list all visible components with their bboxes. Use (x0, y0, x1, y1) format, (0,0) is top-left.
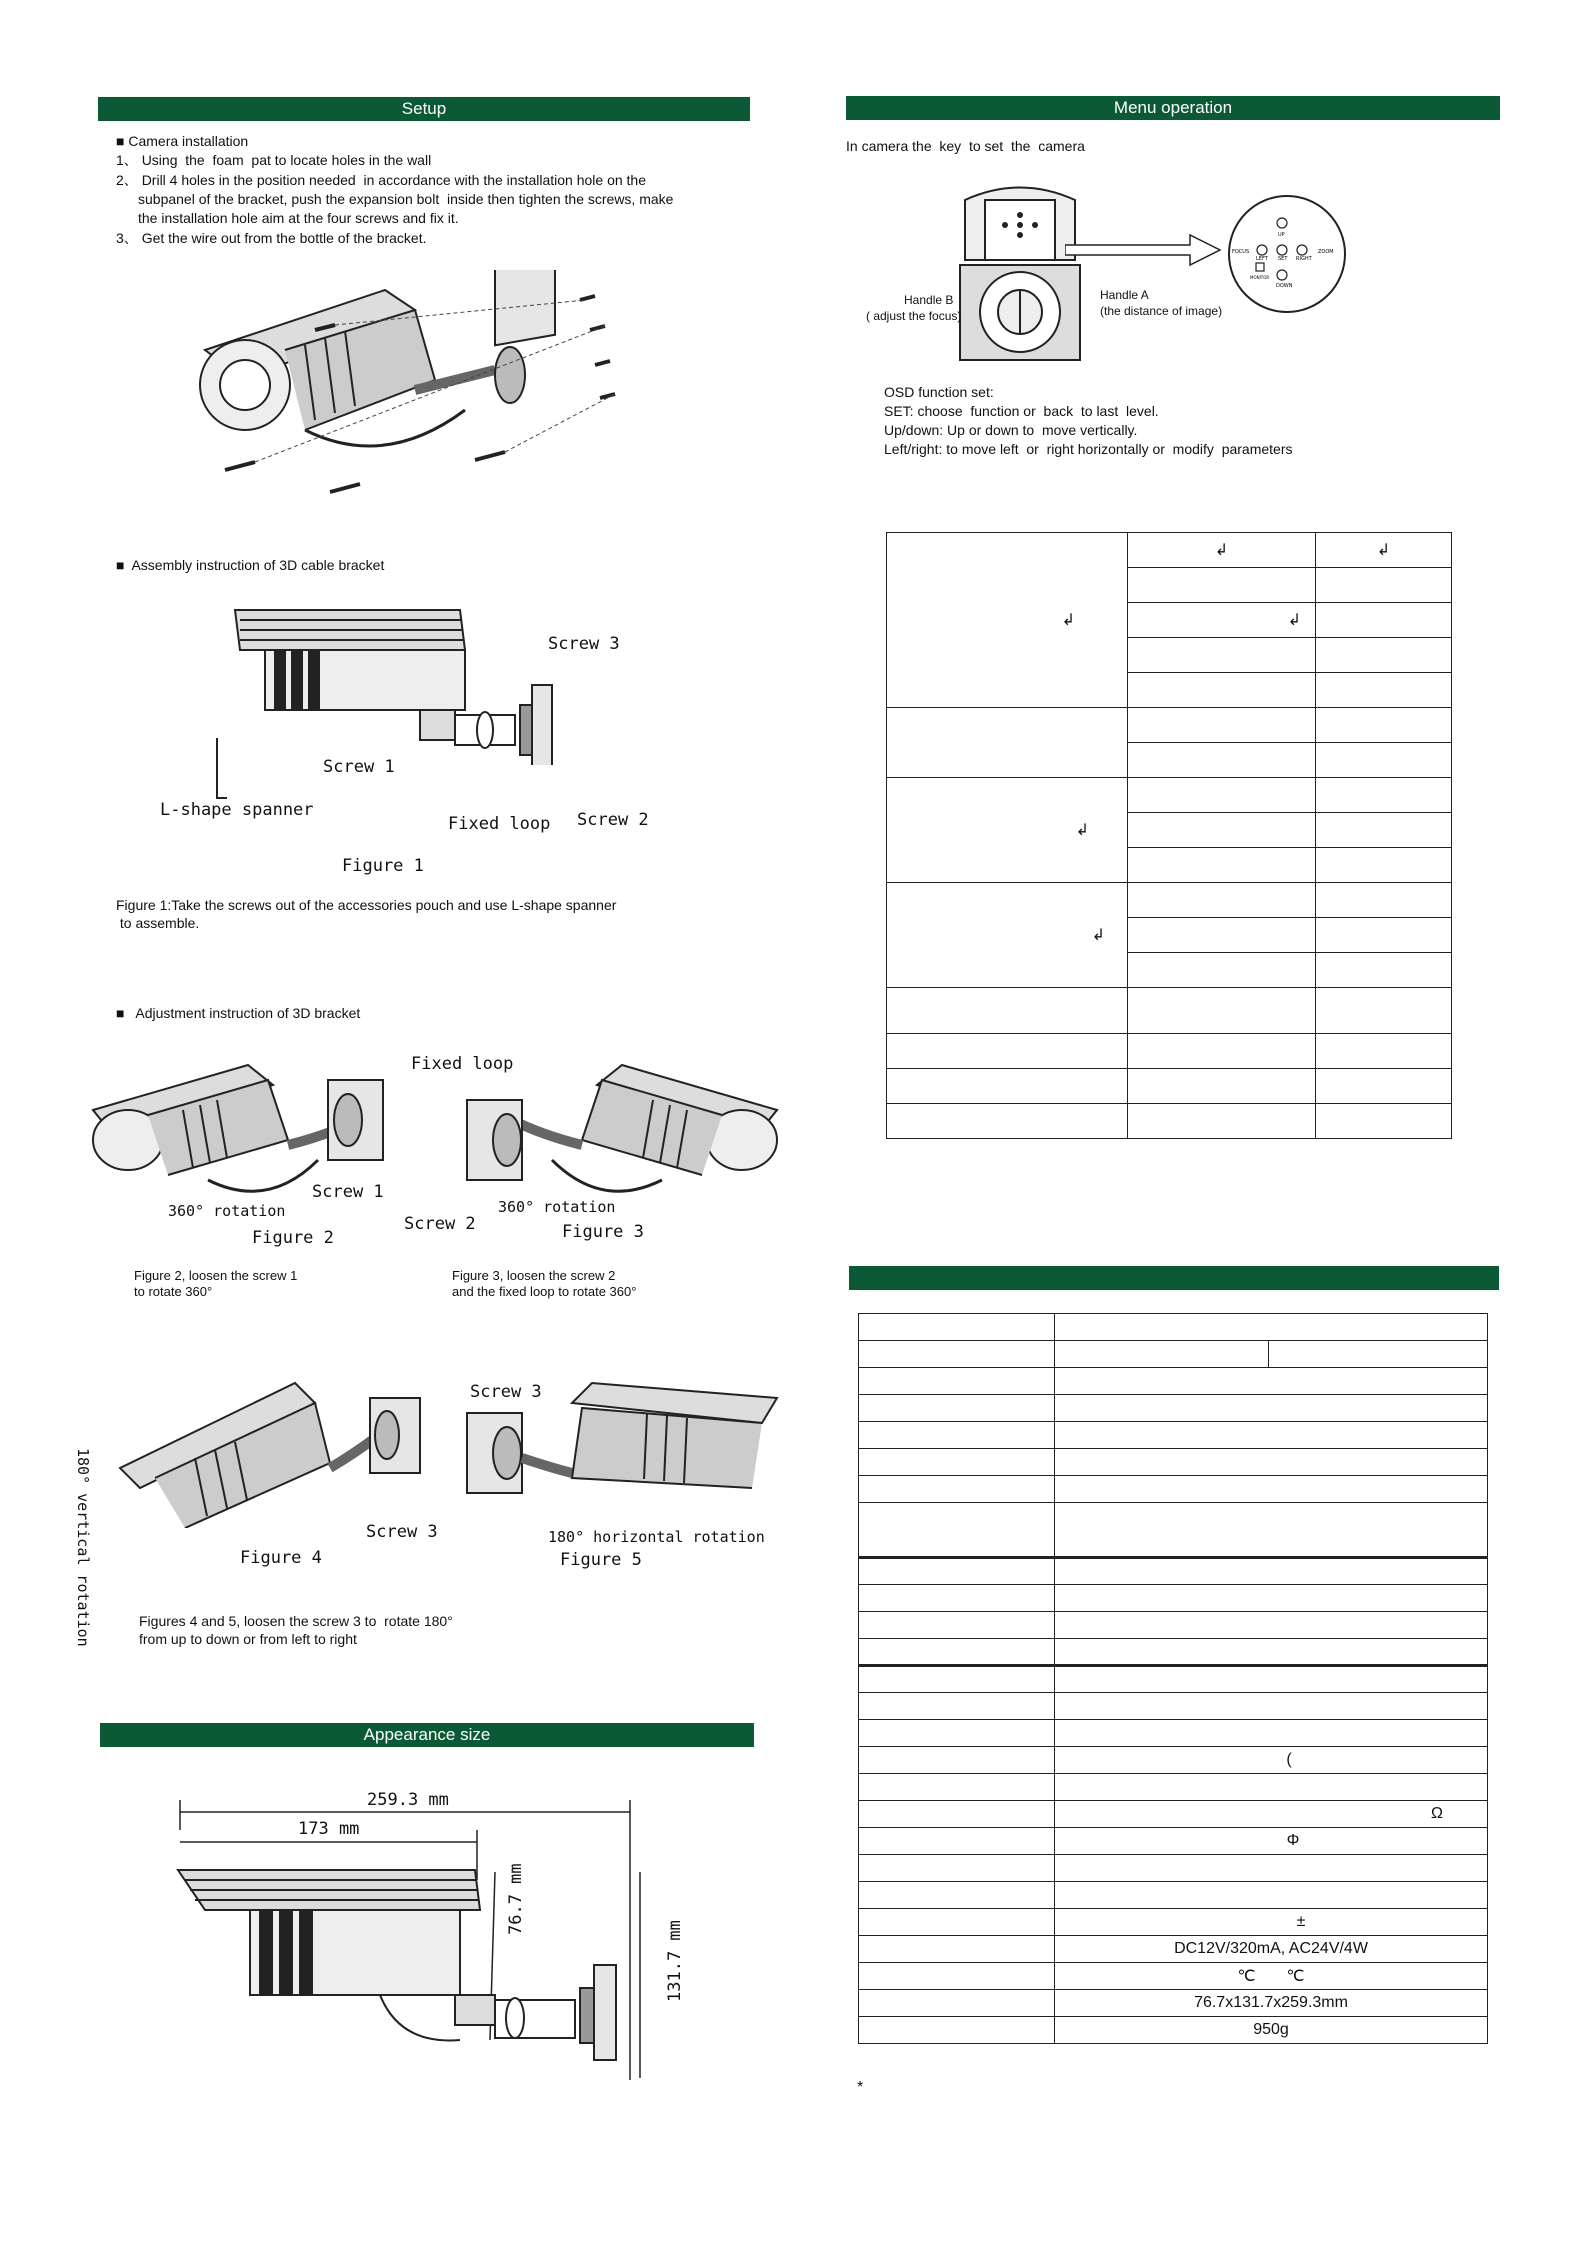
osd-table-cell (1316, 1034, 1452, 1069)
osd-line-leftright: Left/right: to move left or right horizontally or modify parameters (884, 441, 1293, 457)
figure-4-title: Figure 4 (240, 1548, 322, 1568)
osd-table-cell (1316, 1104, 1452, 1139)
setup-step-1 (116, 151, 431, 170)
osd-table-cell (1128, 1034, 1316, 1069)
osd-table-group-7 (887, 1069, 1128, 1104)
assembly-label-fixed-loop: Fixed loop (448, 814, 551, 834)
figure-4-screw-label: Screw 3 (366, 1522, 438, 1542)
spec-value (1055, 1585, 1488, 1612)
spec-label (859, 1693, 1055, 1720)
camera-installation-heading: ■ Camera installation (116, 133, 249, 149)
osd-table-cell (1316, 883, 1452, 918)
osd-table-cell (1128, 953, 1316, 988)
osd-table-cell (1128, 813, 1316, 848)
figure-3-illustration (462, 1060, 782, 1210)
spec-value (1055, 1828, 1488, 1855)
osd-table-cell (1128, 673, 1316, 708)
spec-label (859, 1639, 1055, 1666)
figure-3-screw-label: Screw 2 (404, 1214, 476, 1234)
osd-table-cell (1128, 1069, 1316, 1104)
spec-label (859, 1855, 1055, 1882)
figure-4-illustration (115, 1378, 435, 1528)
spec-label (859, 1936, 1055, 1963)
osd-table-cell (1316, 848, 1452, 883)
figure-5-screw-label: Screw 3 (470, 1382, 542, 1402)
spec-footnote: * (857, 2079, 864, 2096)
spec-value (1055, 1341, 1269, 1368)
osd-table-cell (1316, 638, 1452, 673)
enter-symbol-icon: ↲ (1214, 542, 1229, 559)
spec-label (859, 1801, 1055, 1828)
appearance-size-drawing (170, 1800, 690, 2090)
figure-1-caption-line-1: Figure 1:Take the screws out of the accessories pouch and use L-shape spanner (116, 897, 617, 913)
panel-set-label: SET (1278, 256, 1288, 262)
figure-2-screw-label: Screw 1 (312, 1182, 384, 1202)
spec-value (1055, 1774, 1488, 1801)
spec-symbol: Ω (1431, 1805, 1443, 1822)
osd-table-cell (1128, 568, 1316, 603)
spec-label (859, 1449, 1055, 1476)
adjustment-heading-text: Adjustment instruction of 3D bracket (135, 1005, 361, 1021)
camera-back-illustration (955, 180, 1085, 370)
panel-right-label: RIGHT (1296, 256, 1312, 262)
osd-table-cell (1128, 638, 1316, 673)
spec-value (1055, 1422, 1488, 1449)
spec-value (1055, 1558, 1488, 1585)
handle-b-note: ( adjust the focus) (866, 309, 962, 323)
spec-value (1055, 1693, 1488, 1720)
figure-3-caption-line-2: and the fixed loop to rotate 360° (452, 1284, 637, 1299)
spec-label (859, 1503, 1055, 1558)
enter-symbol-icon: ↲ (1061, 612, 1075, 629)
osd-table-cell (1316, 568, 1452, 603)
osd-table-cell (1128, 708, 1316, 743)
enter-symbol-icon: ↲ (1091, 927, 1105, 944)
installation-illustration (185, 270, 665, 510)
spec-label (859, 1747, 1055, 1774)
spec-value (1055, 1503, 1488, 1558)
osd-table-cell (1316, 708, 1452, 743)
assembly-heading: ■ Assembly instruction of 3D cable bracket (116, 557, 385, 573)
enter-symbol-icon: ↲ (1075, 822, 1089, 839)
appearance-size-header: Appearance size (100, 1723, 754, 1747)
control-panel-icon (1226, 193, 1348, 315)
dimension-body-length: 173 mm (298, 1819, 360, 1839)
figure-2-rotation-label: 360° rotation (168, 1202, 286, 1220)
figures-4-5-caption-line-2: from up to down or from left to right (139, 1631, 357, 1647)
step-number: 1、 (116, 152, 138, 168)
osd-table-cell (1128, 533, 1316, 568)
specifications-header (849, 1266, 1499, 1290)
spec-value-dimensions: 76.7x131.7x259.3mm (1055, 1990, 1488, 2017)
step-text: Get the wire out from the bottle of the bracket. (141, 230, 427, 246)
spec-value (1055, 1449, 1488, 1476)
spec-label (859, 1476, 1055, 1503)
figure-3-caption-line-1: Figure 3, loosen the screw 2 (452, 1268, 616, 1283)
assembly-label-screw-3: Screw 3 (548, 634, 620, 654)
spec-label (859, 1585, 1055, 1612)
step-number: 2、 (116, 172, 138, 188)
osd-table-cell (1316, 813, 1452, 848)
arrow-to-panel-icon (1065, 230, 1225, 270)
setup-step-2 (116, 171, 646, 190)
spec-label (859, 1882, 1055, 1909)
figures-4-5-caption-line-1: Figures 4 and 5, loosen the screw 3 to rotate 180° (139, 1613, 453, 1629)
osd-table-group-8 (887, 1104, 1128, 1139)
spec-label (859, 1720, 1055, 1747)
spec-value (1055, 1368, 1488, 1395)
spec-label (859, 1774, 1055, 1801)
spec-label (859, 1341, 1055, 1368)
setup-header: Setup (98, 97, 750, 121)
figure-1-caption-line-2: to assemble. (116, 915, 200, 931)
osd-line-set: SET: choose function or back to last level. (884, 403, 1159, 419)
osd-table-cell (1316, 673, 1452, 708)
spec-value-temperature: ℃ ℃ (1055, 1963, 1488, 1990)
osd-table-cell (1316, 533, 1452, 568)
l-shape-spanner-icon (213, 738, 229, 802)
step-text: Drill 4 holes in the position needed in accordance with the installation hole on the (141, 172, 647, 188)
spec-value (1055, 1476, 1488, 1503)
dimension-body-height: 76.7 mm (506, 1863, 526, 1935)
spec-value (1055, 1666, 1488, 1693)
osd-table-cell (1128, 603, 1316, 638)
step-text: Using the foam pat to locate holes in the wall (141, 152, 432, 168)
spec-value (1055, 1395, 1488, 1422)
osd-table-cell (1128, 883, 1316, 918)
setup-step-2-line-2: subpanel of the bracket, push the expansion bolt inside then tighten the screws, make (138, 191, 674, 207)
panel-zoom-label: ZOOM (1318, 249, 1334, 255)
spec-symbol: Φ (1286, 1832, 1300, 1849)
dimension-total-length: 259.3 mm (367, 1790, 449, 1810)
spec-value (1055, 1855, 1488, 1882)
specifications-table (858, 1313, 1488, 2044)
setup-step-2-line-3: the installation hole aim at the four screws and fix it. (138, 210, 459, 226)
spec-label (859, 1558, 1055, 1585)
spec-value (1269, 1341, 1488, 1368)
panel-left-label: LEFT (1256, 256, 1268, 262)
osd-title: OSD function set: (884, 384, 994, 400)
osd-line-updown: Up/down: Up or down to move vertically. (884, 422, 1138, 438)
spec-value (1055, 1612, 1488, 1639)
spec-label (859, 2017, 1055, 2044)
adjustment-heading: ■ Adjustment instruction of 3D bracket (116, 1005, 361, 1021)
handle-b-label: Handle B (904, 293, 954, 307)
osd-table-cell (1316, 988, 1452, 1034)
figure-5-title: Figure 5 (560, 1550, 642, 1570)
panel-down-label: DOWN (1276, 283, 1293, 289)
assembly-label-spanner: L-shape spanner (160, 800, 314, 820)
osd-table-group-4 (887, 883, 1128, 988)
osd-table-group-1 (887, 533, 1128, 708)
figure-1-title: Figure 1 (342, 856, 424, 876)
spec-label (859, 1395, 1055, 1422)
osd-table-cell (1316, 953, 1452, 988)
spec-label (859, 1314, 1055, 1341)
osd-table-cell (1128, 778, 1316, 813)
spec-value (1055, 1747, 1488, 1774)
spec-value-weight: 950g (1055, 2017, 1488, 2044)
spec-value-power: DC12V/320mA, AC24V/4W (1055, 1936, 1488, 1963)
osd-table-cell (1316, 603, 1452, 638)
spec-label (859, 1612, 1055, 1639)
osd-table-cell (1316, 1069, 1452, 1104)
panel-up-label: UP (1278, 232, 1285, 238)
spec-value (1055, 1909, 1488, 1936)
figure-3-rotation-label: 360° rotation (498, 1198, 616, 1216)
osd-table-cell (1128, 743, 1316, 778)
spec-label (859, 1963, 1055, 1990)
spec-value (1055, 1639, 1488, 1666)
osd-table-cell (1128, 1104, 1316, 1139)
figure-1-illustration (230, 605, 590, 765)
handle-a-label: Handle A (1100, 288, 1149, 302)
figure-5-horizontal-rotation-label: 180° horizontal rotation (548, 1528, 765, 1546)
dimension-total-height: 131.7 mm (665, 1920, 685, 2002)
panel-focus-label: FOCUS (1232, 249, 1250, 255)
menu-intro-text: In camera the key to set the camera (846, 138, 1085, 154)
step-number: 3、 (116, 230, 138, 246)
figure-3-fixed-loop-label: Fixed loop (411, 1054, 514, 1074)
spec-value (1055, 1882, 1488, 1909)
osd-table-cell (1128, 918, 1316, 953)
setup-step-3 (116, 229, 427, 248)
enter-symbol-icon: ↲ (1287, 612, 1301, 629)
spec-label (859, 1666, 1055, 1693)
spec-value (1055, 1720, 1488, 1747)
osd-table-cell (1316, 778, 1452, 813)
enter-symbol-icon: ↲ (1376, 542, 1391, 559)
osd-table-cell (1316, 743, 1452, 778)
panel-monitor-label: MONITOR (1250, 275, 1270, 280)
camera-installation-label: Camera installation (128, 133, 249, 149)
spec-value (1055, 1314, 1488, 1341)
spec-label (859, 1909, 1055, 1936)
spec-value (1055, 1801, 1488, 1828)
spec-label (859, 1422, 1055, 1449)
figure-3-title: Figure 3 (562, 1222, 644, 1242)
osd-table-cell (1316, 918, 1452, 953)
osd-table-cell (1128, 988, 1316, 1034)
figure-2-caption-line-2: to rotate 360° (134, 1284, 213, 1299)
assembly-label-screw-2: Screw 2 (577, 810, 649, 830)
assembly-heading-text: Assembly instruction of 3D cable bracket (131, 557, 385, 573)
spec-symbol: ± (1296, 1913, 1306, 1930)
assembly-label-screw-1: Screw 1 (323, 757, 395, 777)
osd-menu-table (886, 532, 1452, 1139)
osd-table-cell (1128, 848, 1316, 883)
osd-table-group-6 (887, 1034, 1128, 1069)
handle-a-note: (the distance of image) (1100, 304, 1223, 318)
osd-table-group-3 (887, 778, 1128, 883)
figure-4-vertical-rotation-label: 180° vertical rotation (74, 1448, 92, 1647)
spec-label (859, 1990, 1055, 2017)
figure-2-caption-line-1: Figure 2, loosen the screw 1 (134, 1268, 298, 1283)
osd-table-group-2 (887, 708, 1128, 778)
menu-operation-header: Menu operation (846, 96, 1500, 120)
figure-2-title: Figure 2 (252, 1228, 334, 1248)
osd-table-group-5 (887, 988, 1128, 1034)
spec-label (859, 1368, 1055, 1395)
spec-symbol: ( (1286, 1751, 1292, 1768)
spec-label (859, 1828, 1055, 1855)
